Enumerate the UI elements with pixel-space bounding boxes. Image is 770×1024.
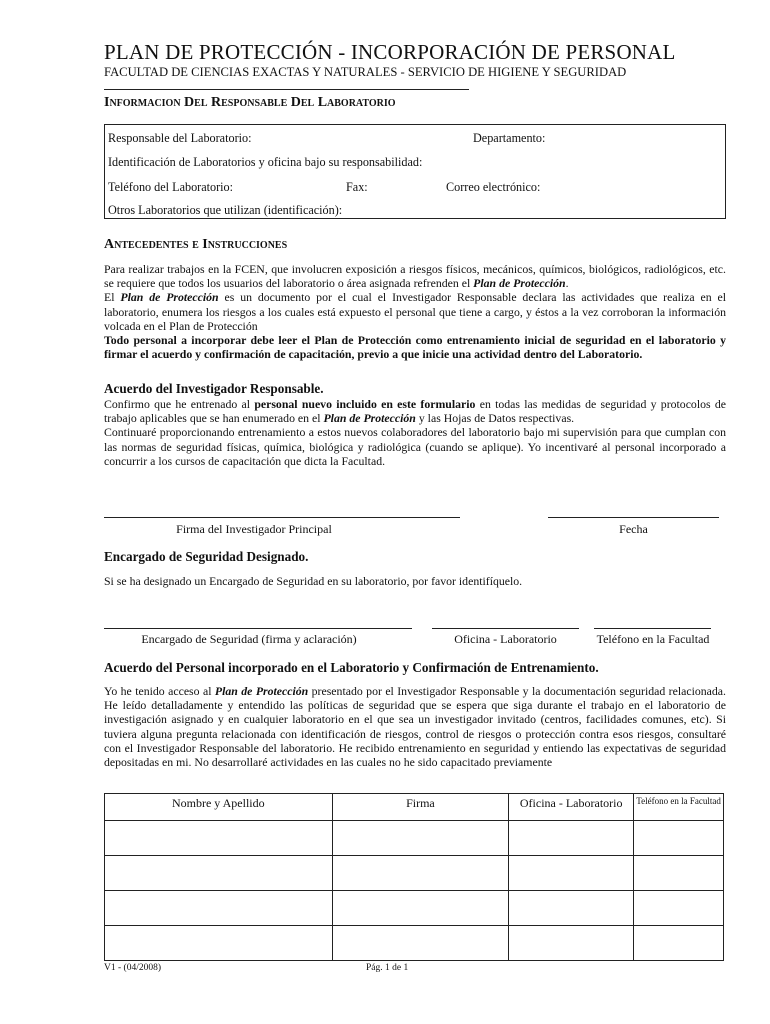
cell-telefono[interactable]: [634, 856, 724, 891]
page-subtitle: FACULTAD DE CIENCIAS EXACTAS Y NATURALES - SERVICIO DE HIGIENE Y SEGURIDAD: [104, 65, 627, 79]
column-header-firma: Firma: [332, 794, 509, 821]
footer-version: V1 - (04/2008): [104, 963, 161, 973]
footer-page-number: Pág. 1 de 1: [366, 963, 409, 973]
telefono-field-label: Teléfono del Laboratorio:: [108, 180, 234, 194]
cell-oficina[interactable]: [509, 821, 634, 856]
section-heading-info: Informacion Del Responsable Del Laboratorio: [104, 95, 396, 110]
cell-firma[interactable]: [332, 926, 509, 961]
correo-field-label: Correo electrónico:: [446, 180, 541, 194]
fecha-label: Fecha: [619, 522, 648, 536]
identificacion-field-label: Identificación de Laboratorios y oficina bajo su responsabilidad:: [108, 155, 423, 169]
cell-firma[interactable]: [332, 891, 509, 926]
encargado-oficina-label: Oficina - Laboratorio: [454, 632, 557, 646]
section-heading-acuerdo-personal: Acuerdo del Personal incorporado en el Laboratorio y Confirmación de Entrenamiento.: [104, 660, 599, 675]
personal-table: [104, 793, 724, 961]
antecedentes-paragraph-2: El Plan de Protección es un documento por el cual el Investigador Responsable declara las actividades que realiza en el laboratorio, enumera los riesgos a los cuales está expuesto el personal que tiene a cargo, y éstos a la vez corroboran la información volcada en el Plan de Protección: [104, 290, 727, 333]
section-heading-antecedentes: Antecedentes e Instrucciones: [104, 237, 288, 252]
header-divider: [104, 89, 469, 90]
cell-oficina[interactable]: [509, 891, 634, 926]
encargado-text: Si se ha designado un Encargado de Seguridad en su laboratorio, por favor identifíquelo.: [104, 574, 523, 588]
encargado-firma-line[interactable]: [104, 628, 412, 629]
table-header-row: [105, 794, 724, 821]
cell-nombre[interactable]: [105, 821, 333, 856]
table-row: [105, 821, 724, 856]
column-header-oficina: Oficina - Laboratorio: [509, 794, 634, 821]
otros-labs-field-label: Otros Laboratorios que utilizan (identificación):: [108, 203, 343, 217]
acuerdo-investigador-text: [104, 397, 726, 468]
departamento-field-label: Departamento:: [473, 131, 546, 145]
cell-firma[interactable]: [332, 821, 509, 856]
cell-nombre[interactable]: [105, 856, 333, 891]
encargado-firma-label: Encargado de Seguridad (firma y aclaración): [141, 632, 357, 646]
encargado-telefono-line[interactable]: [594, 628, 711, 629]
fecha-line[interactable]: [548, 517, 719, 518]
info-box: [104, 124, 726, 219]
cell-telefono[interactable]: [634, 926, 724, 961]
responsable-field-label: Responsable del Laboratorio:: [108, 131, 252, 145]
cell-nombre[interactable]: [105, 926, 333, 961]
column-header-telefono: Teléfono en la Facultad: [634, 794, 724, 821]
antecedentes-text: [104, 262, 726, 361]
section-heading-acuerdo-investigador: Acuerdo del Investigador Responsable.: [104, 381, 324, 396]
firma-investigador-line[interactable]: [104, 517, 460, 518]
firma-investigador-label: Firma del Investigador Principal: [176, 522, 332, 536]
acuerdo-investigador-paragraph-2: Continuaré proporcionando entrenamiento a estos nuevos colaboradores del laboratorio bajo mi supervisión para que cumplan con las normas de seguridad físicas, química, biológica y radiológica (cuando se aplique). Yo incentivaré al personal incorporado a concurrir a los cursos de capacitación que dicta la Facultad.: [104, 425, 726, 468]
acuerdo-personal-text: Yo he tenido acceso al Plan de Protección presentado por el Investigador Responsable y la documentación seguridad relacionada. He leído detalladamente y entendido las políticas de seguridad que se espera que siga durante el trabajo en el laboratorio de investigación asignado y en cualquier laboratorio en el que sea un investigador invitado (centros, facilidades comunes, etc). Si tuviera alguna pregunta relacionada con identificación de riesgos, control de riesgos o protección contra esos riesgos, consultaré con el Investigador Responsable del laboratorio. He recibido entrenamiento en seguridad y entiendo las expectativas de seguridad depositadas en mi. No desarrollaré actividades en las cuales no he sido capacitado previamente: [104, 684, 726, 770]
antecedentes-paragraph-3: Todo personal a incorporar debe leer el Plan de Protección como entrenamiento inicial de seguridad en el laboratorio y firmar el acuerdo y confirmación de capacitación, previo a que inicie una actividad dentro del Laboratorio.: [104, 333, 726, 362]
column-header-nombre: Nombre y Apellido: [105, 794, 333, 821]
table-row: [105, 926, 724, 961]
encargado-oficina-line[interactable]: [432, 628, 579, 629]
cell-telefono[interactable]: [634, 891, 724, 926]
cell-oficina[interactable]: [509, 856, 634, 891]
antecedentes-paragraph-1: Para realizar trabajos en la FCEN, que involucren exposición a riesgos físicos, mecánicos, químicos, biológicos, radiológicos, etc. se requiere que todos los usuarios del laboratorio o área asignada refrenden el Plan de Protección.: [104, 262, 726, 291]
encargado-telefono-label: Teléfono en la Facultad: [596, 632, 710, 646]
acuerdo-investigador-paragraph-1: Confirmo que he entrenado al personal nuevo incluido en este formulario en todas las medidas de seguridad y protocolos de trabajo aplicables que se han enumerado en el Plan de Protección y las Hojas de Datos respectivas.: [104, 397, 726, 426]
table-row: [105, 891, 724, 926]
cell-telefono[interactable]: [634, 821, 724, 856]
cell-oficina[interactable]: [509, 926, 634, 961]
cell-nombre[interactable]: [105, 891, 333, 926]
fax-field-label: Fax:: [346, 180, 368, 194]
cell-firma[interactable]: [332, 856, 509, 891]
page-title: PLAN DE PROTECCIÓN - INCORPORACIÓN DE PERSONAL: [104, 40, 676, 64]
section-heading-encargado: Encargado de Seguridad Designado.: [104, 549, 309, 564]
table-row: [105, 856, 724, 891]
